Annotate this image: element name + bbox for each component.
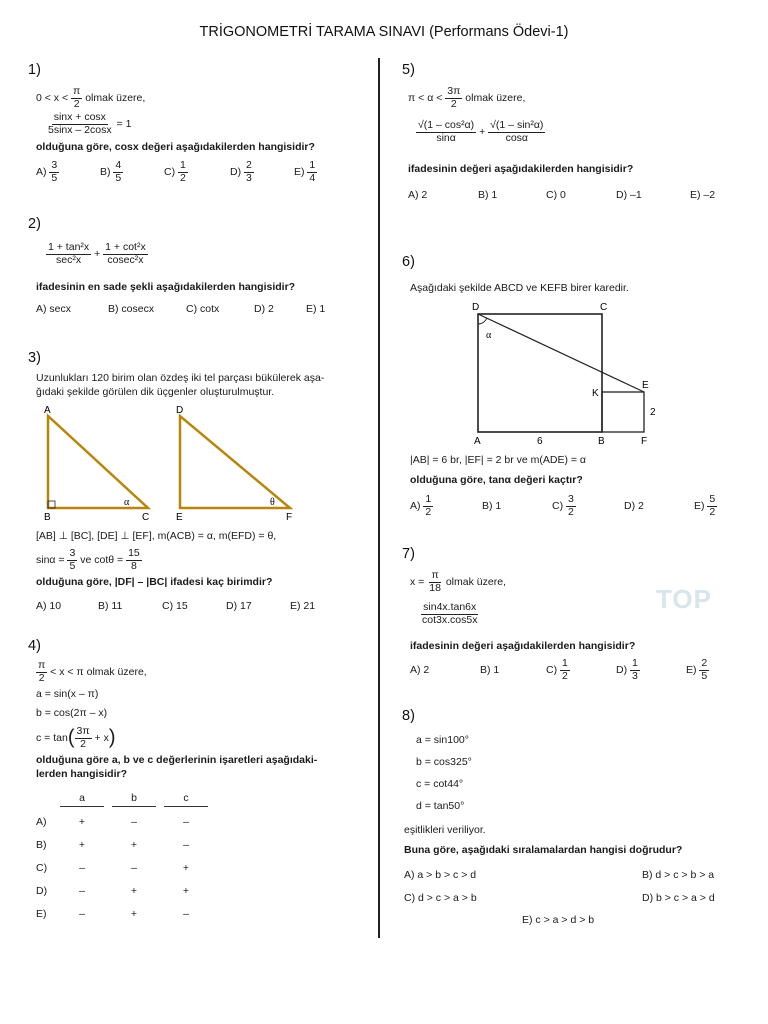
q4-row-d-val-b: +: [130, 885, 138, 897]
column-divider: [378, 58, 380, 938]
q5-cond-den: 2: [450, 97, 457, 110]
q6-number: 6): [402, 254, 415, 270]
q1-cond-den: 2: [73, 97, 80, 110]
q8-line-c: c = cot44°: [416, 778, 464, 790]
q4-row-a-label: A): [36, 816, 47, 828]
q1-cond-post: olmak üzere,: [85, 91, 146, 104]
label-b: B: [598, 436, 605, 446]
q6-opt-c-label: C): [552, 499, 564, 512]
q6-opt-e-label: E): [694, 499, 705, 512]
label-six: 6: [537, 436, 543, 446]
q4-row-d-label: D): [36, 885, 48, 897]
label-b: B: [44, 512, 51, 522]
q1-opt-c-frac: [178, 160, 188, 184]
q6-question: olduğuna göre, tanα değeri kaçtır?: [410, 474, 583, 486]
q4-underline-a: [60, 806, 104, 807]
square-abcd: [478, 314, 602, 432]
q1-opt-c-num: 1: [180, 159, 186, 171]
q3-relations: [AB] ⊥ [BC], [DE] ⊥ [EF], m(ACB) = α, m(EFD) = θ,: [36, 530, 277, 542]
q2-option-c[interactable]: C) cotx: [186, 303, 220, 315]
q8-given: eşitlikleri veriliyor.: [404, 824, 486, 836]
q4-row-e-val-a: –: [79, 908, 85, 920]
q3-option-d[interactable]: D) 17: [226, 600, 252, 612]
q1-number: 1): [28, 62, 41, 78]
q5-f1-num: √(1 – cos²α): [418, 119, 475, 131]
q7-opt-c-den: 2: [562, 669, 568, 682]
q7-opt-d-den: 3: [632, 669, 638, 682]
q1-cond-num: π: [73, 85, 81, 97]
label-c: C: [142, 512, 150, 522]
q2-option-b[interactable]: B) cosecx: [108, 303, 155, 315]
q4-row-b-val-c: –: [183, 839, 189, 851]
label-k: K: [592, 388, 599, 399]
q5-option-b[interactable]: B) 1: [478, 189, 498, 201]
q3-text-2: ğıdaki şekilde görülen dik üçgenler oluşturulmuştur.: [36, 386, 275, 398]
segment-de: [478, 314, 644, 392]
q6-opt-a-label: A): [410, 499, 421, 512]
label-f: F: [641, 436, 648, 446]
q1-opt-a-num: 3: [51, 159, 58, 171]
q4-row-c-val-a: –: [79, 862, 85, 874]
q4-underline-c: [164, 806, 208, 807]
q1-opt-e-label: E): [294, 165, 305, 178]
q4-cond-frac: [36, 660, 47, 684]
watermark-logo: TOP: [656, 584, 712, 614]
q6-option-e[interactable]: [694, 494, 717, 518]
label-theta: θ: [270, 497, 275, 508]
q5-cond-num: 3π: [447, 85, 461, 97]
q2-f1-den: sec²x: [56, 253, 82, 266]
q7-cond-pre: x =: [410, 575, 425, 588]
q5-option-d[interactable]: D) –1: [616, 189, 642, 201]
q4-row-a-val-c: –: [183, 816, 189, 828]
q3-cot-frac: [126, 548, 142, 572]
q8-question: Buna göre, aşağıdaki sıralamalardan hangisi doğrudur?: [404, 844, 683, 856]
q7-opt-c-num: 1: [562, 657, 568, 669]
q7-cond-num: π: [431, 569, 439, 581]
q6-opt-e-num: 5: [709, 493, 716, 505]
label-alpha: α: [124, 497, 130, 508]
q6-option-d[interactable]: [624, 500, 644, 512]
q1-question: olduğuna göre, cosx değeri aşağıdakilerden hangisidir?: [36, 141, 315, 153]
q4-header-b: b: [131, 792, 137, 804]
q1-cond-frac: [71, 86, 82, 110]
q4-row-c-label: C): [36, 862, 48, 874]
q4-paren-open: (: [67, 726, 75, 749]
q4-b-def: b = cos(2π – x): [36, 707, 108, 719]
q8-number: 8): [402, 708, 415, 724]
label-alpha: α: [486, 330, 492, 341]
q8-option-c[interactable]: C) d > c > a > b: [404, 892, 477, 904]
q3-sin-den: 5: [69, 559, 76, 572]
q5-frac-2: [488, 120, 545, 144]
q1-opt-a-frac: [49, 160, 59, 184]
q8-option-a[interactable]: A) a > b > c > d: [404, 869, 477, 881]
q1-option-c[interactable]: [164, 160, 188, 184]
q2-option-d[interactable]: D) 2: [254, 303, 274, 315]
q1-option-a[interactable]: [36, 160, 59, 184]
q5-plus: +: [479, 125, 486, 138]
q3-text-1: Uzunlukları 120 birim olan özdeş iki tel parçası bükülerek aşa-: [36, 372, 325, 384]
angle-alpha-arc: [478, 318, 487, 324]
label-a: A: [474, 436, 481, 446]
q3-question: olduğuna göre, |DF| – |BC| ifadesi kaç birimdir?: [36, 576, 273, 588]
q3-option-c[interactable]: C) 15: [162, 600, 188, 612]
q1-opt-b-label: B): [100, 165, 111, 178]
q1-equation: [46, 112, 131, 136]
q1-cond-pre: 0 < x <: [36, 91, 69, 104]
q4-row-c-val-b: –: [131, 862, 137, 874]
q7-opt-e-den: 5: [701, 669, 708, 682]
q2-number: 2): [28, 216, 41, 232]
q1-opt-d-num: 2: [246, 159, 252, 171]
q4-number: 4): [28, 638, 41, 654]
q3-sin-frac: [67, 548, 77, 572]
q1-opt-b-den: 5: [115, 171, 122, 184]
q1-eq-num: sinx + cosx: [53, 111, 106, 123]
q8-option-b[interactable]: B) d > c > b > a: [642, 869, 715, 881]
q6-opt-e-den: 2: [709, 505, 716, 518]
q1-option-d[interactable]: [230, 160, 254, 184]
label-f: F: [286, 512, 293, 522]
q4-c-def: [36, 726, 116, 750]
q6-intro: Aşağıdaki şekilde ABCD ve KEFB birer karedir.: [410, 282, 629, 294]
q7-option-c[interactable]: [546, 658, 570, 682]
q6-opt-d-label: D) 2: [624, 500, 644, 512]
q7-opt-d-num: 1: [632, 657, 638, 669]
q3-cot-num: 15: [128, 547, 140, 559]
q2-plus: +: [94, 247, 101, 260]
q1-opt-e-num: 1: [309, 159, 316, 171]
q7-opt-d-label: D): [616, 663, 628, 676]
q5-frac-1: [416, 120, 476, 144]
q6-opt-c-frac: [566, 494, 576, 518]
q4-c-post: + x: [94, 731, 109, 744]
q2-frac-2: [103, 242, 148, 266]
square-kefb: [602, 392, 644, 432]
q1-eq-den: 5sinx – 2cosx: [48, 123, 112, 136]
q1-condition: [36, 86, 145, 110]
q1-opt-c-label: C): [164, 165, 176, 178]
q8-line-b: b = cos325°: [416, 756, 472, 768]
q7-opt-c-frac: [560, 658, 570, 682]
q7-option-b[interactable]: [480, 664, 499, 676]
q2-f2-den: cosec²x: [107, 253, 144, 266]
q7-opt-a-label: A) 2: [410, 664, 430, 676]
q1-opt-b-num: 4: [115, 159, 122, 171]
q5-cond-post: olmak üzere,: [465, 91, 526, 104]
q6-opt-c-num: 3: [568, 493, 574, 505]
q8-option-e[interactable]: E) c > a > d > b: [522, 914, 595, 926]
q7-condition: [410, 570, 506, 594]
q4-row-e-val-b: +: [130, 908, 138, 920]
q4-cond-num: π: [38, 659, 46, 671]
q6-opt-b-label: B) 1: [482, 500, 502, 512]
q7-opt-e-label: E): [686, 663, 697, 676]
q4-row-d-val-a: –: [79, 885, 85, 897]
q6-option-a[interactable]: [410, 494, 433, 518]
q2-option-a[interactable]: A) secx: [36, 303, 72, 315]
q4-row-b-val-b: +: [130, 839, 138, 851]
label-a: A: [44, 405, 51, 416]
q3-sin-pre: sinα =: [36, 553, 65, 566]
q3-cot-den: 8: [130, 559, 137, 572]
q6-opt-e-frac: [707, 494, 717, 518]
q4-condition: [36, 660, 147, 684]
q5-option-c[interactable]: C) 0: [546, 189, 566, 201]
q7-cond-post: olmak üzere,: [445, 575, 506, 588]
q8-line-a: a = sin100°: [416, 734, 469, 746]
q4-sign-table: [36, 792, 236, 922]
q4-row-a-val-b: –: [131, 816, 137, 828]
page-title: TRİGONOMETRİ TARAMA SINAVI (Performans Ödevi-1): [199, 24, 569, 40]
q5-f2-den: cosα: [505, 131, 529, 144]
q2-frac-1: [46, 242, 91, 266]
q5-question: ifadesinin değeri aşağıdakilerden hangisidir?: [408, 163, 634, 175]
q7-cond-den: 18: [429, 581, 441, 594]
q7-f-num: sin4x.tan6x: [423, 601, 477, 613]
triangle-abc: [48, 416, 148, 508]
q7-cond-frac: [427, 570, 443, 594]
q1-opt-d-label: D): [230, 165, 242, 178]
q1-option-b[interactable]: [100, 160, 123, 184]
q5-option-e[interactable]: E) –2: [690, 189, 716, 201]
q7-opt-e-frac: [699, 658, 709, 682]
q1-opt-a-label: A): [36, 165, 47, 178]
q4-header-c: c: [183, 792, 189, 804]
q4-question-1: olduğuna göre a, b ve c değerlerinin işaretleri aşağıdaki-: [36, 754, 318, 766]
q6-relations: |AB| = 6 br, |EF| = 2 br ve m(ADE) = α: [410, 454, 586, 466]
q6-square-figure: [466, 298, 676, 446]
label-two: 2: [650, 407, 656, 418]
q7-opt-e-num: 2: [701, 657, 708, 669]
q5-f2-num: √(1 – sin²α): [490, 119, 544, 131]
q7-question: ifadesinin değeri aşağıdakilerden hangisidir?: [410, 640, 636, 652]
q4-c-den: 2: [80, 737, 86, 750]
q3-option-b[interactable]: B) 11: [98, 600, 123, 612]
q4-header-a: a: [79, 792, 85, 804]
q1-eq-rhs: = 1: [116, 117, 132, 130]
q4-row-d-val-c: +: [182, 885, 190, 897]
q4-row-c-val-c: +: [182, 862, 190, 874]
label-d: D: [176, 405, 184, 416]
q4-cond-den: 2: [38, 671, 45, 684]
q3-option-a[interactable]: A) 10: [36, 600, 62, 612]
q4-underline-b: [112, 806, 156, 807]
q7-number: 7): [402, 546, 415, 562]
q4-c-pre: c = tan: [36, 731, 68, 744]
q3-option-e[interactable]: E) 21: [290, 600, 316, 612]
q4-row-a-val-a: +: [78, 816, 86, 828]
q5-expression: [416, 120, 545, 144]
q7-expression: [420, 602, 479, 626]
q7-f-den: cot3x.cos5x: [422, 613, 478, 626]
q4-c-frac: [75, 726, 92, 750]
q1-opt-e-frac: [307, 160, 317, 184]
label-e: E: [642, 380, 649, 391]
q5-f1-den: sinα: [436, 131, 456, 144]
q7-opt-b-label: B) 1: [480, 664, 500, 676]
q6-opt-a-frac: [423, 494, 433, 518]
q4-a-def: a = sin(x – π): [36, 688, 99, 700]
q3-mid-text: ve cotθ =: [80, 553, 124, 566]
q3-given-values: [36, 548, 142, 572]
q3-sin-num: 3: [69, 547, 76, 559]
q3-triangles-figure: [36, 402, 336, 522]
q5-number: 5): [402, 62, 415, 78]
q4-row-b-label: B): [36, 839, 47, 851]
q4-row-e-val-c: –: [183, 908, 189, 920]
q4-c-num: 3π: [76, 725, 90, 737]
q6-option-b[interactable]: [482, 500, 501, 512]
q7-option-a[interactable]: [410, 664, 429, 676]
q2-question: ifadesinin en sade şekli aşağıdakilerden hangisidir?: [36, 281, 296, 293]
q4-row-e-label: E): [36, 908, 47, 920]
label-e: E: [176, 512, 183, 522]
q5-condition: [408, 86, 525, 110]
q2-option-e[interactable]: E) 1: [306, 303, 326, 315]
q6-opt-a-num: 1: [425, 493, 432, 505]
q1-opt-d-frac: [244, 160, 254, 184]
q1-opt-d-den: 3: [246, 171, 252, 184]
q5-cond-frac: [445, 86, 462, 110]
q6-option-c[interactable]: [552, 494, 576, 518]
q7-option-d[interactable]: [616, 658, 640, 682]
q6-opt-c-den: 2: [568, 505, 574, 518]
q3-number: 3): [28, 350, 41, 366]
q6-opt-a-den: 2: [425, 505, 432, 518]
q1-opt-a-den: 5: [51, 171, 58, 184]
q5-option-a[interactable]: A) 2: [408, 189, 428, 201]
label-d: D: [472, 302, 480, 313]
q5-cond-pre: π < α <: [408, 91, 443, 104]
q1-opt-b-frac: [113, 160, 123, 184]
q1-opt-c-den: 2: [180, 171, 186, 184]
q1-eq-frac: [46, 112, 114, 136]
q7-option-e[interactable]: [686, 658, 709, 682]
q7-opt-d-frac: [630, 658, 640, 682]
q2-f1-num: 1 + tan²x: [48, 241, 90, 253]
q4-cond-post: < x < π olmak üzere,: [50, 665, 147, 678]
q4-row-b-val-a: +: [78, 839, 86, 851]
triangle-def: [180, 416, 290, 508]
q4-paren-close: ): [108, 726, 116, 749]
q7-opt-c-label: C): [546, 663, 558, 676]
q7-frac: [420, 602, 479, 626]
q8-line-d: d = tan50°: [416, 800, 465, 812]
label-c: C: [600, 302, 608, 313]
q2-f2-num: 1 + cot²x: [105, 241, 146, 253]
q1-option-e[interactable]: [294, 160, 317, 184]
q8-option-d[interactable]: D) b > c > a > d: [642, 892, 715, 904]
q4-question-2: lerden hangisidir?: [36, 768, 128, 780]
q1-opt-e-den: 4: [309, 171, 316, 184]
q2-expression: [46, 242, 148, 266]
